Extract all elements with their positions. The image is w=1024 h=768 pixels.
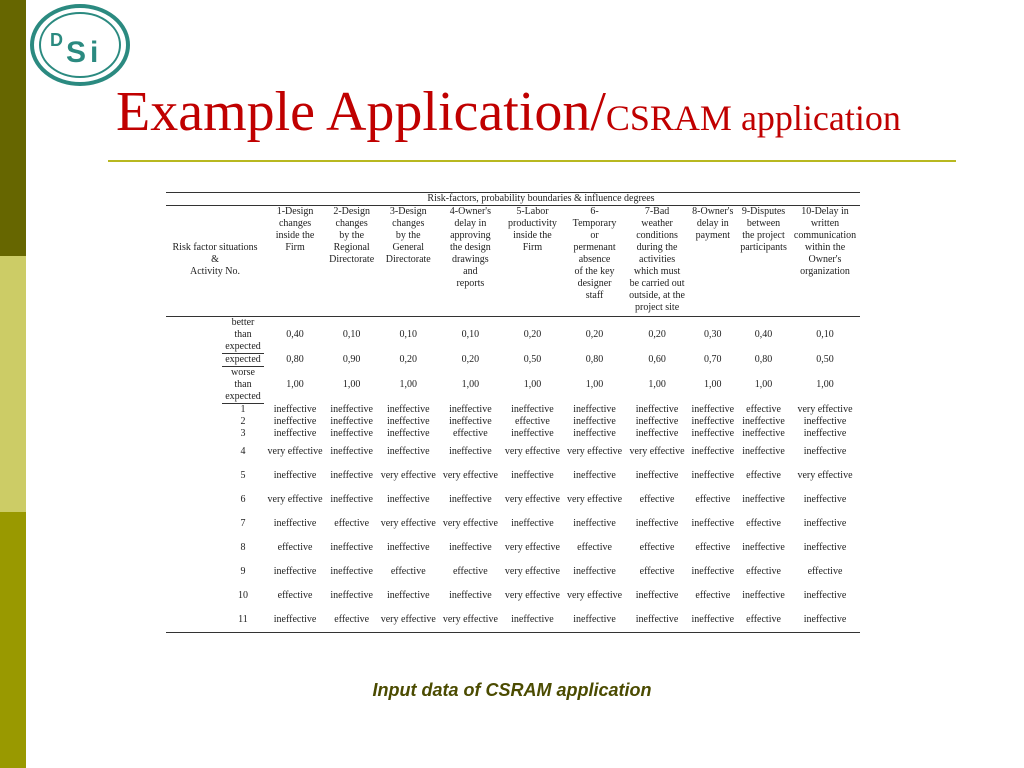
influence-value: very effective [797, 403, 853, 415]
influence-value: ineffective [330, 428, 373, 439]
influence-value: effective [639, 494, 675, 505]
influence-value: effective [334, 518, 370, 529]
cell-line: by the [395, 230, 421, 241]
influence-value: ineffective [264, 608, 326, 633]
influence-value: very effective [629, 446, 685, 457]
cell-line: activities [639, 254, 676, 265]
probability-value: 0,80 [286, 354, 304, 365]
activity-row [166, 584, 860, 608]
table-header-title: Risk-factors, probability boundaries & influence degrees [222, 193, 860, 206]
logo-letter-s: S [66, 36, 87, 69]
column-header [377, 206, 439, 317]
column-header [264, 206, 326, 317]
activity-number: 10 [238, 590, 248, 601]
influence-value: effective [452, 566, 488, 577]
influence-value: effective [807, 566, 843, 577]
influence-value: very effective [504, 566, 560, 577]
probability-value: 1,00 [704, 379, 722, 390]
cell-line: Activity No. [190, 266, 240, 277]
influence-value: ineffective [573, 403, 616, 415]
influence-value: ineffective [330, 590, 373, 601]
logo-letter-i: i [90, 36, 99, 69]
activity-row [166, 416, 860, 428]
activity-number: 2 [240, 416, 246, 427]
influence-value: ineffective [742, 446, 785, 457]
logo-letter-d: D [50, 30, 63, 50]
activity-number: 6 [240, 494, 246, 505]
influence-value: ineffective [330, 416, 373, 427]
cell-line: permenant [573, 242, 616, 253]
cell-line: Risk factor situations [172, 242, 258, 253]
influence-value: ineffective [330, 446, 373, 457]
influence-value: effective [515, 416, 550, 427]
influence-value: ineffective [449, 403, 492, 415]
activity-number: 3 [240, 428, 246, 439]
influence-value: ineffective [511, 518, 554, 529]
cell-line: 9-Disputes [741, 206, 786, 217]
probability-value: 0,40 [286, 329, 304, 341]
cell-line: between [746, 218, 781, 229]
cell-line: expected [225, 391, 261, 402]
activity-row [166, 536, 860, 560]
influence-value: ineffective [501, 608, 563, 633]
activity-number: 5 [240, 470, 246, 481]
probability-value: 0,40 [754, 329, 773, 341]
influence-value: ineffective [803, 446, 847, 457]
column-header [689, 206, 738, 317]
situation-label [222, 367, 264, 404]
influence-value: ineffective [330, 566, 373, 577]
spacer-cell [166, 608, 222, 633]
probability-value: 0,10 [399, 329, 418, 341]
influence-value: ineffective [790, 608, 860, 633]
influence-value: ineffective [803, 494, 847, 505]
probability-value: 1,00 [399, 379, 418, 390]
influence-value: ineffective [273, 518, 317, 529]
influence-value: ineffective [386, 542, 430, 553]
probability-value: 0,80 [754, 354, 773, 365]
influence-value: ineffective [691, 446, 735, 457]
sidebar-band-olive [0, 512, 26, 768]
influence-value: ineffective [273, 566, 317, 577]
spacer-cell [166, 354, 222, 367]
influence-value: ineffective [691, 403, 735, 415]
influence-value: ineffective [635, 403, 679, 415]
activity-number: 9 [240, 566, 246, 577]
influence-value: ineffective [573, 428, 616, 439]
influence-value: ineffective [635, 518, 679, 529]
influence-value: very effective [442, 518, 498, 529]
probability-value: 0,10 [816, 329, 834, 341]
influence-value: effective [577, 542, 612, 553]
spacer-cell [166, 440, 222, 464]
influence-value: ineffective [742, 494, 785, 505]
data-table [166, 192, 860, 633]
situation-label [222, 317, 264, 354]
activity-number: 11 [222, 608, 264, 633]
influence-value: very effective [267, 446, 323, 457]
cell-line: productivity [508, 218, 557, 229]
activity-row [166, 428, 860, 440]
cell-line: expected [225, 354, 261, 365]
cell-line: Firm [285, 242, 305, 253]
influence-value: ineffective [691, 428, 735, 439]
influence-value: ineffective [689, 608, 738, 633]
situation-row [166, 354, 860, 367]
probability-value: 1,00 [585, 379, 604, 390]
situation-row [166, 367, 860, 404]
influence-value: ineffective [742, 428, 785, 439]
column-header-row [166, 206, 860, 317]
situation-row [166, 317, 860, 354]
influence-value: ineffective [386, 416, 430, 427]
influence-value: ineffective [626, 608, 689, 633]
spacer-cell [166, 488, 222, 512]
cell-line: 6- [590, 206, 599, 217]
influence-value: ineffective [449, 542, 492, 553]
situation-label [222, 354, 264, 367]
cell-line: by the [339, 230, 365, 241]
spacer-cell [166, 367, 222, 404]
cell-line: participants [740, 242, 787, 253]
influence-value: very effective [797, 470, 853, 481]
probability-value: 0,30 [704, 329, 722, 341]
spacer-cell [166, 512, 222, 536]
row-header-label [166, 206, 264, 317]
cell-line: drawings [452, 254, 489, 265]
cell-line: 1-Design [276, 206, 314, 217]
influence-value: very effective [504, 494, 560, 505]
probability-value: 0,20 [585, 329, 604, 341]
cell-line: Owner's [808, 254, 842, 265]
influence-value: ineffective [386, 590, 430, 601]
influence-value: ineffective [449, 494, 492, 505]
influence-value: effective [277, 542, 313, 553]
cell-line: changes [335, 218, 368, 229]
influence-value: ineffective [635, 470, 679, 481]
column-header [326, 206, 377, 317]
probability-value: 1,00 [461, 379, 480, 390]
influence-value: very effective [267, 494, 323, 505]
influence-value: very effective [567, 590, 623, 601]
spacer-cell [166, 584, 222, 608]
spacer-cell [166, 560, 222, 584]
cell-line: & [211, 254, 219, 265]
spacer-cell [166, 404, 222, 417]
influence-value: ineffective [742, 590, 785, 601]
probability-value: 0,50 [816, 354, 834, 365]
cell-line: organization [800, 266, 850, 277]
influence-value: ineffective [449, 416, 492, 427]
activity-row [166, 560, 860, 584]
influence-value: ineffective [635, 428, 679, 439]
sidebar-decoration [0, 0, 26, 768]
activity-row [166, 464, 860, 488]
influence-value: very effective [439, 608, 501, 633]
cell-line: and [463, 266, 478, 277]
title-sub: CSRAM application [605, 98, 901, 138]
cell-line: Regional [333, 242, 370, 253]
probability-value: 0,20 [648, 329, 666, 341]
title-divider [108, 160, 956, 162]
cell-line: of the key [574, 266, 615, 277]
influence-value: effective [746, 403, 781, 415]
probability-value: 1,00 [754, 379, 773, 390]
influence-value: ineffective [273, 470, 317, 481]
cell-line: inside the [513, 230, 552, 241]
influence-value: ineffective [691, 566, 735, 577]
probability-value: 0,50 [523, 354, 542, 365]
probability-value: 0,10 [461, 329, 480, 341]
column-header [790, 206, 860, 317]
influence-value: effective [390, 566, 426, 577]
cell-line: designer [577, 278, 612, 289]
influence-value: effective [737, 608, 790, 633]
influence-value: ineffective [573, 470, 616, 481]
dsi-logo-icon [30, 4, 130, 86]
spacer-cell [166, 428, 222, 440]
probability-value: 0,60 [648, 354, 666, 365]
influence-value: very effective [504, 446, 560, 457]
influence-value: effective [746, 566, 781, 577]
influence-value: ineffective [449, 590, 492, 601]
cell-line: be carried out [629, 278, 685, 289]
cell-line: absence [578, 254, 611, 265]
slide-title [116, 80, 996, 150]
influence-value: effective [452, 428, 488, 439]
column-header [439, 206, 501, 317]
cell-line: reports [456, 278, 485, 289]
cell-line: 5-Labor [516, 206, 549, 217]
influence-value: ineffective [742, 416, 785, 427]
influence-value: very effective [377, 608, 439, 633]
column-header [737, 206, 790, 317]
activity-row [166, 440, 860, 464]
csram-input-table [166, 192, 860, 633]
cell-line: the project [742, 230, 785, 241]
cell-line: communication [793, 230, 857, 241]
spacer-cell [166, 536, 222, 560]
influence-value: ineffective [386, 428, 430, 439]
cell-line: General [392, 242, 425, 253]
influence-value: ineffective [573, 566, 616, 577]
probability-value: 0,20 [461, 354, 480, 365]
cell-line: 10-Delay in [801, 206, 849, 217]
probability-value: 1,00 [342, 379, 361, 390]
influence-value: very effective [442, 470, 498, 481]
cell-line: which must [633, 266, 681, 277]
cell-line: project site [634, 302, 680, 313]
influence-value: very effective [567, 494, 623, 505]
influence-value: ineffective [803, 590, 847, 601]
probability-value: 1,00 [816, 379, 834, 390]
probability-value: 1,00 [648, 379, 666, 390]
column-header [501, 206, 563, 317]
influence-value: ineffective [691, 470, 735, 481]
influence-value: ineffective [573, 518, 616, 529]
column-header [564, 206, 626, 317]
cell-line: Directorate [385, 254, 431, 265]
cell-line: changes [278, 218, 312, 229]
cell-line: worse [231, 367, 255, 378]
probability-value: 0,10 [342, 329, 361, 341]
influence-value: ineffective [691, 518, 735, 529]
activity-number: 7 [240, 518, 246, 529]
cell-line: 4-Owner's [449, 206, 491, 217]
activity-row [166, 608, 860, 633]
cell-line: payment [695, 230, 730, 241]
cell-line: 2-Design [333, 206, 370, 217]
activity-row [166, 488, 860, 512]
spacer-cell [166, 317, 222, 354]
influence-value: very effective [380, 470, 436, 481]
influence-value: ineffective [573, 416, 616, 427]
influence-value: ineffective [330, 403, 373, 415]
influence-value: ineffective [803, 428, 847, 439]
influence-value: ineffective [511, 403, 554, 415]
influence-value: ineffective [511, 470, 554, 481]
influence-value: effective [746, 470, 781, 481]
activity-number: 8 [240, 542, 246, 553]
probability-value: 0,80 [585, 354, 604, 365]
probability-value: 1,00 [286, 379, 304, 390]
cell-line: 7-Bad [644, 206, 670, 217]
influence-value: ineffective [273, 403, 317, 415]
cell-line: expected [225, 341, 261, 352]
influence-value: ineffective [511, 428, 554, 439]
influence-value: effective [326, 608, 377, 633]
influence-value: very effective [504, 590, 560, 601]
probability-value: 0,70 [704, 354, 722, 365]
cell-line: within the [804, 242, 846, 253]
activity-row [166, 404, 860, 417]
activity-number: 4 [240, 446, 246, 457]
probability-value: 0,20 [523, 329, 542, 341]
activity-number: 1 [240, 404, 246, 415]
influence-value: ineffective [386, 446, 430, 457]
cell-line: during the [636, 242, 678, 253]
influence-value: ineffective [386, 494, 430, 505]
spacer-cell [166, 416, 222, 428]
activity-row [166, 512, 860, 536]
column-header [626, 206, 689, 317]
influence-value: ineffective [330, 470, 373, 481]
influence-value: effective [695, 542, 731, 553]
influence-value: effective [695, 494, 731, 505]
cell-line: weather [641, 218, 673, 229]
influence-value: effective [277, 590, 313, 601]
cell-line: Temporary [572, 218, 617, 229]
cell-line: Directorate [329, 254, 375, 265]
table-caption: Input data of CSRAM application [372, 680, 652, 700]
table-title-row [166, 193, 860, 206]
influence-value: ineffective [635, 590, 679, 601]
influence-value: ineffective [803, 416, 847, 427]
dsi-logo [30, 4, 130, 86]
title-main: Example Application/ [116, 81, 606, 143]
influence-value: ineffective [803, 518, 847, 529]
sidebar-band-dark [0, 0, 26, 256]
probability-value: 1,00 [523, 379, 542, 390]
influence-value: ineffective [449, 446, 492, 457]
influence-value: ineffective [564, 608, 626, 633]
cell-line: written [810, 218, 840, 229]
influence-value: effective [695, 590, 731, 601]
probability-value: 0,90 [342, 354, 361, 365]
cell-line: delay in [696, 218, 729, 229]
spacer-cell [166, 464, 222, 488]
cell-line: changes [392, 218, 425, 229]
cell-line: conditions [636, 230, 678, 241]
sidebar-band-light [0, 256, 26, 512]
influence-value: very effective [504, 542, 560, 553]
cell-line: Firm [522, 242, 543, 253]
influence-value: ineffective [273, 428, 317, 439]
table-corner [166, 193, 222, 206]
cell-line: staff [585, 290, 604, 301]
influence-value: ineffective [742, 542, 785, 553]
influence-value: very effective [567, 446, 623, 457]
influence-value: effective [639, 542, 675, 553]
cell-line: the design [449, 242, 491, 253]
influence-value: ineffective [386, 403, 430, 415]
influence-value: effective [746, 518, 781, 529]
influence-value: ineffective [803, 542, 847, 553]
cell-line: outside, at the [629, 290, 685, 301]
influence-value: ineffective [691, 416, 735, 427]
influence-value: very effective [380, 518, 436, 529]
cell-line: or [590, 230, 599, 241]
influence-value: ineffective [635, 416, 679, 427]
cell-line: better [231, 317, 255, 328]
influence-value: ineffective [273, 416, 317, 427]
influence-value: effective [639, 566, 675, 577]
influence-value: ineffective [330, 494, 373, 505]
cell-line: inside the [275, 230, 315, 241]
cell-line: than [234, 379, 252, 390]
cell-line: 8-Owner's [692, 206, 734, 217]
probability-value: 0,20 [399, 354, 418, 365]
cell-line: 3-Design [389, 206, 427, 217]
influence-value: ineffective [330, 542, 373, 553]
cell-line: approving [450, 230, 491, 241]
cell-line: delay in [454, 218, 487, 229]
cell-line: than [234, 329, 252, 340]
